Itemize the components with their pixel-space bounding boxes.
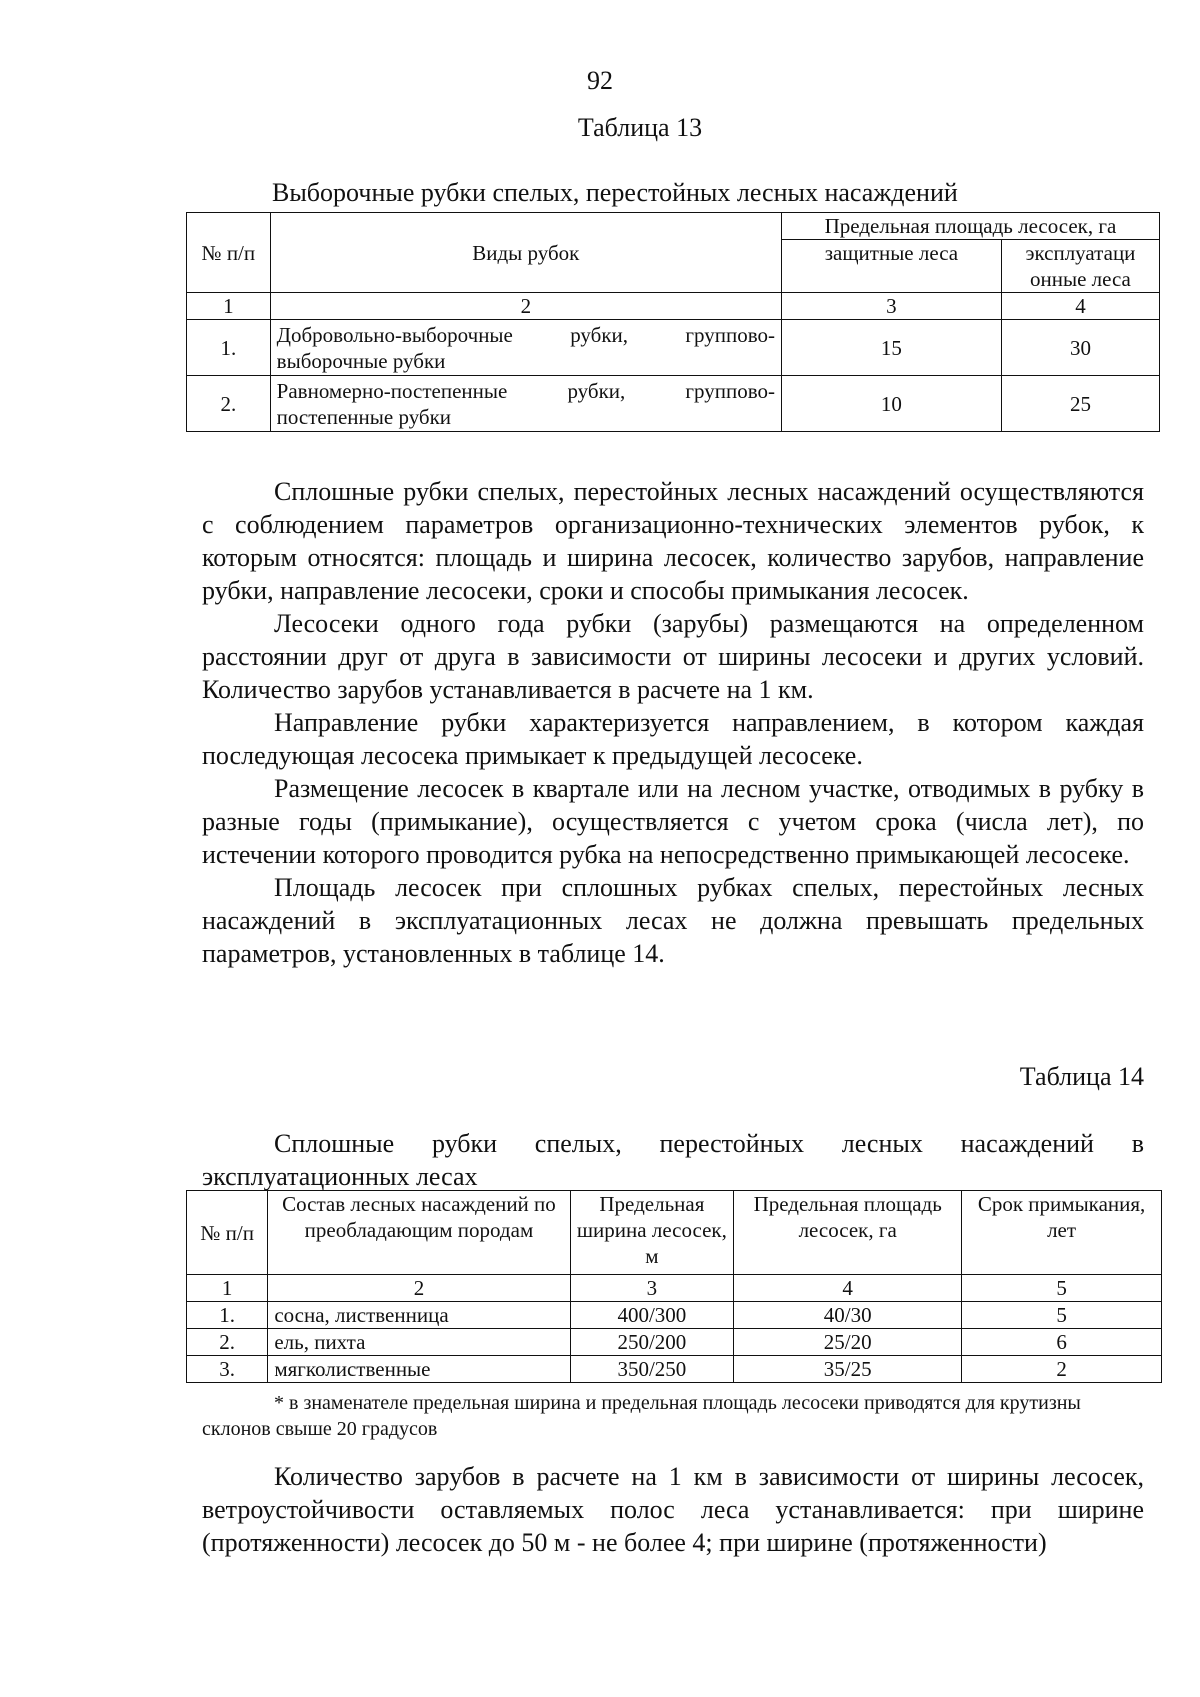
row-width: 250/200	[570, 1329, 734, 1356]
header-term: Срок примыкания, лет	[962, 1191, 1162, 1275]
column-number-row	[187, 293, 1160, 320]
header-area: Предельная площадь лесосек, га	[734, 1191, 962, 1275]
row-protective: 15	[781, 320, 1001, 376]
paragraph: Лесосеки одного года рубки (зарубы) размещаются на определенном расстоянии друг от друга в зависимости от ширины лесосеки и других условий. Количество зарубов устанавливается в расчете на 1 км.	[202, 609, 1144, 704]
table-13	[186, 212, 1160, 432]
paragraph: Количество зарубов в расчете на 1 км в зависимости от ширины лесосек, ветроустойчивости оставляемых полос леса устанавливается: при ширине (протяженности) лесосек до 50 м - не более 4; при ширине (протяженности)	[202, 1462, 1144, 1557]
row-kind-line1: Добровольно-выборочные рубки, группово-	[276, 322, 775, 347]
col-number: 5	[962, 1275, 1162, 1302]
table-14-footnote: * в знаменателе предельная ширина и предельная площадь лесосеки приводятся для крутизны склонов свыше 20 градусов	[202, 1392, 1081, 1440]
row-num: 2.	[187, 1329, 268, 1356]
row-term: 5	[962, 1302, 1162, 1329]
col-number: 4	[1001, 293, 1159, 320]
row-area: 25/20	[734, 1329, 962, 1356]
row-exploitation: 25	[1001, 376, 1159, 432]
col-number: 4	[734, 1275, 962, 1302]
col-number: 1	[187, 293, 271, 320]
body-text-block-1	[202, 475, 1144, 970]
table-row	[187, 376, 1160, 432]
table-14-title: Сплошные рубки спелых, перестойных лесных насаждений в эксплуатационных лесах	[202, 1129, 1144, 1191]
row-kind-line2: постепенные рубки	[276, 404, 452, 429]
row-composition: мягколиственные	[268, 1356, 570, 1383]
row-area: 40/30	[734, 1302, 962, 1329]
paragraph: Площадь лесосек при сплошных рубках спелых, перестойных лесных насаждений в эксплуатационных лесах не должна превышать предельных параметров, установленных в таблице 14.	[202, 873, 1144, 968]
col-number: 1	[187, 1275, 268, 1302]
body-text-block-2	[202, 1460, 1144, 1559]
row-protective: 10	[781, 376, 1001, 432]
row-term: 6	[962, 1329, 1162, 1356]
header-exploitation: эксплуатаци онные леса	[1001, 240, 1159, 293]
row-width: 350/250	[570, 1356, 734, 1383]
col-number: 2	[270, 293, 781, 320]
row-width: 400/300	[570, 1302, 734, 1329]
row-num: 3.	[187, 1356, 268, 1383]
row-kind	[270, 376, 781, 432]
header-limit-area: Предельная площадь лесосек, га	[781, 213, 1159, 240]
header-width: Предельная ширина лесосек, м	[570, 1191, 734, 1275]
table-row	[187, 1356, 1162, 1383]
paragraph: Сплошные рубки спелых, перестойных лесных насаждений осуществляются с соблюдением параметров организационно-технических элементов рубок, к которым относятся: площадь и ширина лесосек, количество зарубов, направление рубки, направление лесосеки, сроки и способы примыкания лесосек.	[202, 477, 1144, 605]
col-number: 3	[570, 1275, 734, 1302]
table-14	[186, 1190, 1162, 1383]
row-kind-line1: Равномерно-постепенные рубки, группово-	[276, 378, 775, 403]
row-term: 2	[962, 1356, 1162, 1383]
table-13-title: Выборочные рубки спелых, перестойных лесных насаждений	[272, 178, 958, 207]
row-num: 2.	[187, 376, 271, 432]
header-num: № п/п	[187, 213, 271, 293]
row-composition: ель, пихта	[268, 1329, 570, 1356]
col-number: 2	[268, 1275, 570, 1302]
column-number-row	[187, 1275, 1162, 1302]
header-composition: Состав лесных насаждений по преобладающим породам	[268, 1191, 570, 1275]
table-row	[187, 1302, 1162, 1329]
col-number: 3	[781, 293, 1001, 320]
row-area: 35/25	[734, 1356, 962, 1383]
table-row	[187, 1329, 1162, 1356]
table-14-caption: Таблица 14	[1019, 1062, 1144, 1091]
table-13-caption: Таблица 13	[577, 113, 703, 142]
row-num: 1.	[187, 320, 271, 376]
row-composition: сосна, лиственница	[268, 1302, 570, 1329]
header-kind: Виды рубок	[270, 213, 781, 293]
page-number: 92	[587, 66, 613, 95]
row-num: 1.	[187, 1302, 268, 1329]
header-protective: защитные леса	[781, 240, 1001, 293]
row-kind	[270, 320, 781, 376]
paragraph: Размещение лесосек в квартале или на лесном участке, отводимых в рубку в разные годы (примыкание), осуществляется с учетом срока (числа лет), по истечении которого проводится рубка на непосредственно примыкающей лесосеке.	[202, 774, 1144, 869]
header-num: № п/п	[187, 1191, 268, 1275]
row-exploitation: 30	[1001, 320, 1159, 376]
row-kind-line2: выборочные рубки	[276, 348, 446, 373]
table-row	[187, 320, 1160, 376]
paragraph: Направление рубки характеризуется направлением, в котором каждая последующая лесосека примыкает к предыдущей лесосеке.	[202, 708, 1144, 770]
